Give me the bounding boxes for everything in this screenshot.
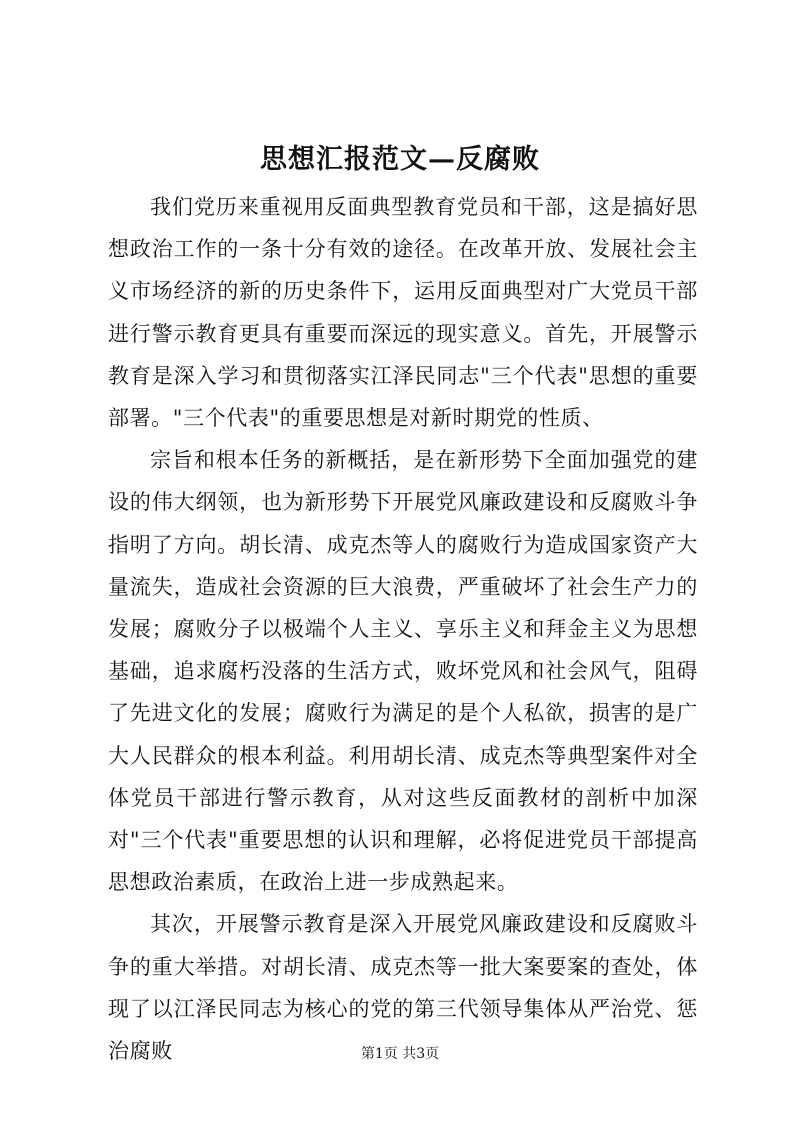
paragraph-1: 我们党历来重视用反面典型教育党员和干部，这是搞好思想政治工作的一条十分有效的途径。在改革开放、发展社会主义市场经济的新的历史条件下，运用反面典型对广大党员干部进行警示教育更具有重要而深远的现实意义。首先，开展警示教育是深入学习和贯彻落实江泽民同志"三个代表"思想的重要部署。"三个代表"的重要思想是对新时期党的性质、 xyxy=(108,195,698,431)
document-title: 思想汇报范文—反腐败 xyxy=(260,144,540,175)
page-footer: 第1页 共3页 xyxy=(360,1046,440,1062)
paragraph-3: 其次，开展警示教育是深入开展党风廉政建设和反腐败斗争的重大举措。对胡长清、成克杰等一批大案要案的查处，体现了以江泽民同志为核心的党的第三代领导集体从严治党、惩治腐败 xyxy=(108,912,698,1064)
document-body xyxy=(108,186,698,1072)
paragraph-2: 宗旨和根本任务的新概括，是在新形势下全面加强党的建设的伟大纲领，也为新形势下开展党风廉政建设和反腐败斗争指明了方向。胡长清、成克杰等人的腐败行为造成国家资产大量流失，造成社会资源的巨大浪费，严重破坏了社会生产力的发展；腐败分子以极端个人主义、享乐主义和拜金主义为思想基础，追求腐朽没落的生活方式，败坏党风和社会风气，阻碍了先进文化的发展；腐败行为满足的是个人私欲，损害的是广大人民群众的根本利益。利用胡长清、成克杰等典型案件对全体党员干部进行警示教育，从对这些反面教材的剖析中加深对"三个代表"重要思想的认识和理解，必将促进党员干部提高思想政治素质，在政治上进一步成熟起来。 xyxy=(108,448,698,895)
